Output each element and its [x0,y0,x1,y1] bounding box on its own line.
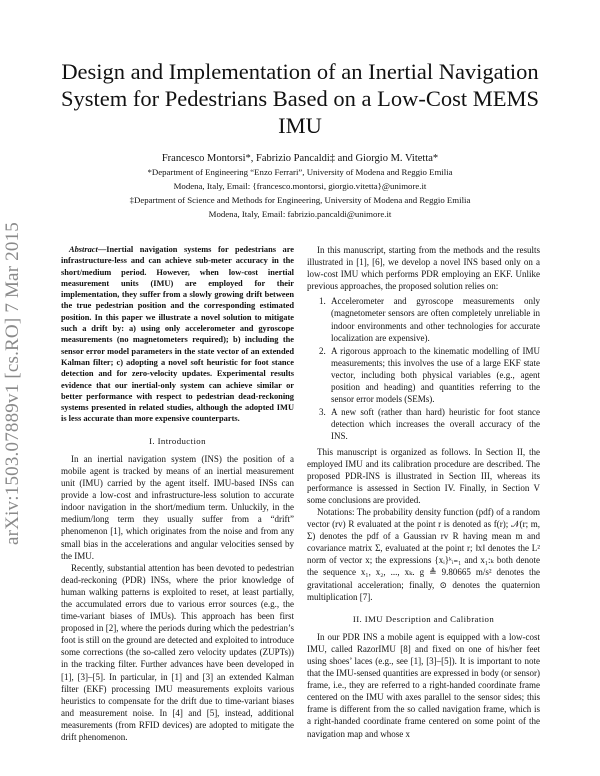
paper-authors: Francesco Montorsi*, Fabrizio Pancaldi‡ and Giorgio M. Vitetta* [161,153,439,164]
affiliation-line: ‡Department of Science and Methods for Engineering, University of Modena and Reggio Emilia [129,195,471,205]
abstract-text: —Inertial navigation systems for pedestrians are infrastructure-less and can achieve sub-meter accuracy in the short/medium period. However, when low-cost inertial measurement units (IMU) are employed for their implementation, they suffer from a slowly growing drift between the true pedestrian position and the corresponding estimated position. In this paper we illustrate a novel solution to mitigate such a drift by: a) using only accelerometer and gyroscope measurements (no magnetometers required); b) including the sensor error model parameters in the state vector of an extended Kalman filter; c) adopting a novel soft heuristic for foot stance detection and for zero-velocity updates. Experimental results evidence that our inertial-only system can achieve similar or better performance with respect to pedestrian dead-reckoning systems presented in related studies, although the adopted IMU is less accurate than more expensive counterparts. [61,245,294,424]
paragraph: This manuscript is organized as follows. In Section II, the employed IMU and its calibration procedure are described. The proposed PDR-INS is illustrated in Section III, whereas its performance is assessed in Section IV. Finally, in Section V some conclusions are provided. [307,446,540,505]
section-heading-introduction: I. Introduction [149,435,206,446]
section-heading-imu: II. IMU Description and Calibration [352,613,495,624]
affiliation-line: *Department of Engineering “Enzo Ferrari”, University of Modena and Reggio Emilia [147,167,453,177]
paper-title: Design and Implementation of an Inertial Navigation System for Pedestrians Based on a Low-Cost MEMS IMU [60,59,540,138]
abstract [61,244,294,425]
list-item: 2. A rigorous approach to the kinematic modelling of IMU measurements; this involves the use of a large EKF state vector, including both physical variables (e.g., agent position and heading) and quantities referring to the sensor error models (SEMs). [328,345,540,405]
paragraph: In our PDR INS a mobile agent is equipped with a low-cost IMU, called RazorIMU [8] and fixed on one of his/her feet using shoes’ laces (e.g., see [1], [3]–[5]). It is important to note that the IMU-sensed quantities are expressed in body (or sensor) frame, i.e., they are referred to a right-handed coordinate frame centered on the IMU with axes parallel to the sensor sides; this frame is different from the so called navigation frame, which is a right-handed coordinate frame centered on some point of the navigation map and whose x [307,631,540,739]
paragraph: In an inertial navigation system (INS) the position of a mobile agent is tracked by means of an inertial measurement unit (IMU) carried by the agent itself. IMU-based INSs can provide a low-cost and infrastructure-less solution to accurate indoor navigation in the short/medium term. Unluckily, in the medium/long term they usually suffer from a “drift” phenomenon [1], which originates from the noise and from any small bias in the accelerations and angular velocities sensed by the IMU. [61,453,294,561]
list-item: 1. Accelerometer and gyroscope measurements only (magnetometer sensors are often completely unreliable in indoor environments and other technologies for accurate localization are expensive). [328,295,540,343]
paragraph: In this manuscript, starting from the methods and the results illustrated in [1], [6], we develop a novel INS based only on a low-cost IMU which performs PDR employing an EKF. Unlike previous approaches, the proposed solution relies on: [307,245,540,292]
paragraph: Recently, substantial attention has been devoted to pedestrian dead-reckoning (PDR) INSs, where the prior knowledge of human walking patterns is exploited to reset, at least partially, the accumulated errors due to various error sources (e.g., the time-variant biases of IMUs). This approach has been first proposed in [2], where the periods during which the pedestrian’s foot is still on the ground are detected and exploited to introduce some corrections (the so-called zero velocity updates (ZUPTs)) in the tracking filter. Further advances have been developed in [1], [3]–[5]. In particular, in [1] and [3] an extended Kalman filter (EKF) processing IMU measurements exploits various heuristics to compensate for the drift due to time-variant biases and measurement noise. In [4] and [5], instead, additional measurements (from RFID devices) are adopted to mitigate the drift phenomenon. [61,562,294,742]
affiliation-line: Modena, Italy, Email: fabrizio.pancaldi@unimore.it [208,209,392,219]
abstract-label: Abstract [69,245,98,254]
arxiv-identifier: arXiv:1503.07889v1 [cs.RO] 7 Mar 2015 [2,222,23,545]
affiliation-line: Modena, Italy, Email: {francesco.montorsi, giorgio.vitetta}@unimore.it [173,181,427,191]
paragraph-notations: Notations: The probability density function (pdf) of a random vector (rv) R evaluated at the point r is denoted as f(r); 𝒩(r; m, Σ) denotes the pdf of a Gaussian rv R having mean m and covariance matrix Σ, evaluated at the point r; ‖x‖ denotes the L² norm of vector x; the expressions {xᵢ}ᵏᵢ₌₁ and x₁:ₖ both denote the sequence x₁, x₂, ..., xₖ. g ≜ 9.80665 m/s² denotes the gravitational acceleration; finally, ⊙ denotes the quaternion multiplication [7]. [307,506,540,602]
contribution-list [307,295,540,442]
list-item: 3. A new soft (rather than hard) heuristic for foot stance detection which increases the overall accuracy of the INS. [328,406,540,442]
left-column [61,244,294,743]
right-column [307,244,540,740]
